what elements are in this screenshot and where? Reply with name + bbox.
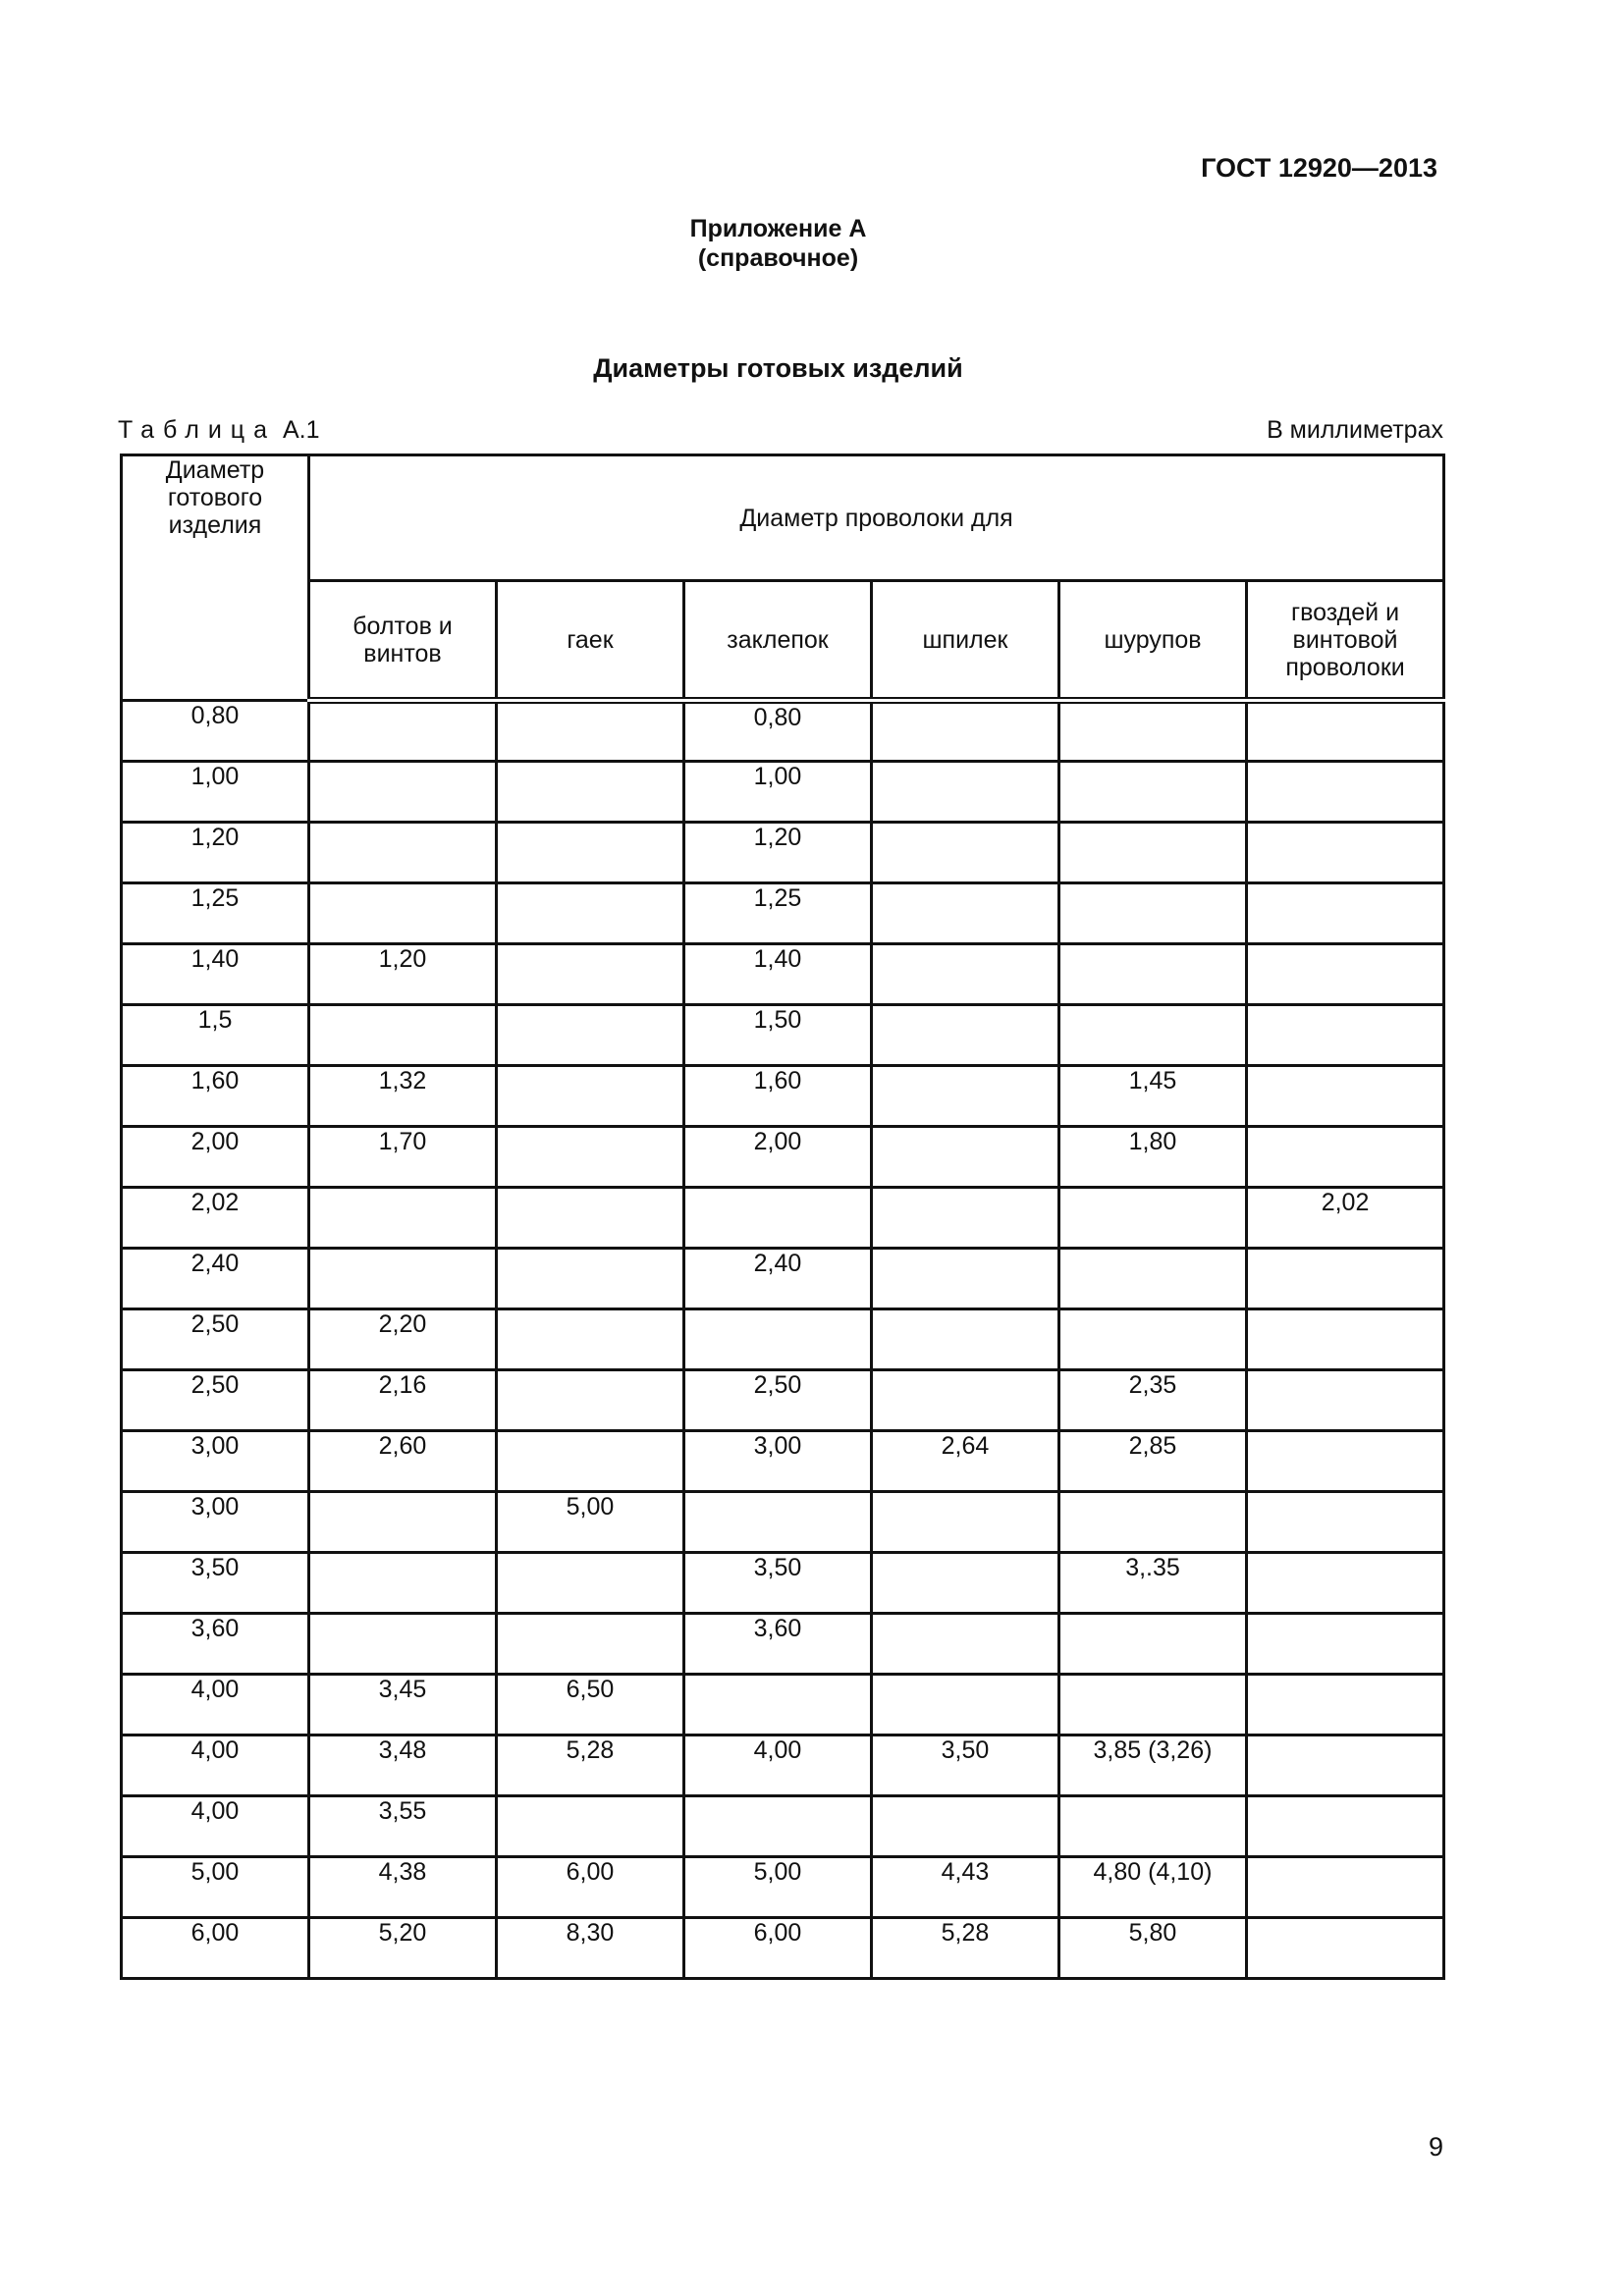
table-cell: 4,00 — [122, 1796, 309, 1857]
table-cell — [1059, 701, 1247, 762]
table-cell — [872, 1675, 1059, 1735]
annex-subtitle: (справочное) — [697, 244, 859, 272]
table-cell: 4,00 — [122, 1735, 309, 1796]
table-cell: 5,00 — [122, 1857, 309, 1918]
table-cell — [1247, 883, 1444, 944]
table-cell: 4,43 — [872, 1857, 1059, 1918]
table-cell — [872, 1188, 1059, 1249]
table-cell — [1247, 1249, 1444, 1309]
table-cell — [497, 823, 684, 883]
table-row — [122, 1492, 1444, 1553]
table-row — [122, 944, 1444, 1005]
table-cell: 6,00 — [122, 1918, 309, 1979]
table-row — [122, 1127, 1444, 1188]
table-cell — [497, 883, 684, 944]
table-cell: 2,50 — [122, 1309, 309, 1370]
subheader-col-text: заклепок — [727, 625, 829, 654]
table-cell — [1059, 1005, 1247, 1066]
table-cell — [1247, 1066, 1444, 1127]
table-cell — [1059, 1249, 1247, 1309]
table-cell — [309, 823, 497, 883]
annex-title: Приложение А — [689, 215, 867, 242]
subheader-col-4 — [872, 581, 1059, 701]
table-cell — [1247, 1309, 1444, 1370]
table-cell: 2,00 — [684, 1127, 872, 1188]
table-cell — [1247, 762, 1444, 823]
subheader-col-text: шпилек — [922, 625, 1008, 654]
table-cell — [497, 1309, 684, 1370]
table-cell — [1247, 1614, 1444, 1675]
table-cell — [872, 1553, 1059, 1614]
table-cell: 3,00 — [122, 1431, 309, 1492]
table-cell: 1,70 — [309, 1127, 497, 1188]
table-cell: 1,32 — [309, 1066, 497, 1127]
table-label-number: А.1 — [282, 416, 320, 444]
table-cell — [1247, 823, 1444, 883]
table-cell: 4,38 — [309, 1857, 497, 1918]
table-row — [122, 1918, 1444, 1979]
subheader-col-1 — [309, 581, 497, 701]
table-cell — [872, 1796, 1059, 1857]
table-cell: 5,00 — [497, 1492, 684, 1553]
table-cell: 3,60 — [122, 1614, 309, 1675]
table-cell — [309, 762, 497, 823]
table-cell — [872, 1370, 1059, 1431]
subheader-col-text: шурупов — [1104, 625, 1202, 654]
table-cell — [497, 1370, 684, 1431]
table-cell — [309, 1553, 497, 1614]
table-cell: 3,55 — [309, 1796, 497, 1857]
table-cell: 2,50 — [122, 1370, 309, 1431]
table-cell — [872, 823, 1059, 883]
table-cell — [309, 883, 497, 944]
table-cell: 5,80 — [1059, 1918, 1247, 1979]
table-row — [122, 1431, 1444, 1492]
subheader-col-3 — [684, 581, 872, 701]
table-cell — [1247, 1735, 1444, 1796]
document-code: ГОСТ 12920—2013 — [1201, 153, 1437, 183]
table-label-word: Таблица — [118, 416, 277, 444]
table-cell: 2,02 — [122, 1188, 309, 1249]
table-cell — [497, 1188, 684, 1249]
table-cell: 2,16 — [309, 1370, 497, 1431]
table-cell: 1,80 — [1059, 1127, 1247, 1188]
subheader-row — [122, 581, 1444, 701]
table-cell — [872, 1249, 1059, 1309]
table-cell — [684, 1796, 872, 1857]
table-cell — [872, 762, 1059, 823]
table-cell: 2,20 — [309, 1309, 497, 1370]
table-cell: 2,50 — [684, 1370, 872, 1431]
table-cell — [872, 1005, 1059, 1066]
section-title: Диаметры готовых изделий — [593, 353, 963, 383]
table-cell — [309, 1188, 497, 1249]
subheader-col-text: гвоздей и винтовой проволоки — [1285, 598, 1405, 681]
table-cell — [497, 1614, 684, 1675]
table-cell: 1,25 — [684, 883, 872, 944]
table-cell: 5,28 — [872, 1918, 1059, 1979]
table-cell: 1,60 — [122, 1066, 309, 1127]
table-cell: 2,35 — [1059, 1370, 1247, 1431]
table-cell: 1,00 — [122, 762, 309, 823]
table-row — [122, 1309, 1444, 1370]
table-cell: 1,5 — [122, 1005, 309, 1066]
table-cell — [1247, 1431, 1444, 1492]
table-cell: 0,80 — [684, 701, 872, 762]
table-cell — [1059, 823, 1247, 883]
table-cell: 0,80 — [122, 701, 309, 762]
table-cell — [1059, 1614, 1247, 1675]
table-cell: 1,20 — [684, 823, 872, 883]
table-cell: 1,40 — [122, 944, 309, 1005]
header-wire-diameter-group: Диаметр проволоки для — [309, 455, 1444, 581]
table-row — [122, 1066, 1444, 1127]
table-cell: 2,40 — [684, 1249, 872, 1309]
table-cell — [1247, 1796, 1444, 1857]
subheader-col-5 — [1059, 581, 1247, 701]
table-cell: 1,60 — [684, 1066, 872, 1127]
table-cell — [309, 1614, 497, 1675]
table-cell — [684, 1675, 872, 1735]
diameters-table — [120, 454, 1445, 1980]
table-cell: 3,50 — [872, 1735, 1059, 1796]
table-cell: 4,00 — [122, 1675, 309, 1735]
table-cell: 3,48 — [309, 1735, 497, 1796]
table-cell: 1,20 — [309, 944, 497, 1005]
table-cell — [872, 1309, 1059, 1370]
table-cell: 5,20 — [309, 1918, 497, 1979]
table-cell — [872, 1492, 1059, 1553]
table-cell — [872, 883, 1059, 944]
table-cell: 5,00 — [684, 1857, 872, 1918]
table-cell — [872, 1127, 1059, 1188]
table-body — [122, 701, 1444, 1979]
table-cell: 2,40 — [122, 1249, 309, 1309]
table-cell: 3,45 — [309, 1675, 497, 1735]
table-cell — [1059, 1796, 1247, 1857]
table-cell — [1247, 1857, 1444, 1918]
table-cell: 3,50 — [684, 1553, 872, 1614]
table-cell: 4,00 — [684, 1735, 872, 1796]
table-cell — [497, 1249, 684, 1309]
table-cell — [1059, 1675, 1247, 1735]
table-cell: 4,80 (4,10) — [1059, 1857, 1247, 1918]
table-cell — [1247, 1492, 1444, 1553]
table-row — [122, 823, 1444, 883]
table-cell — [1059, 944, 1247, 1005]
table-row — [122, 1675, 1444, 1735]
table-row — [122, 1188, 1444, 1249]
page-number: 9 — [1428, 2132, 1443, 2162]
table-cell: 2,02 — [1247, 1188, 1444, 1249]
annex-heading — [0, 214, 1556, 273]
table-cell: 2,85 — [1059, 1431, 1247, 1492]
table-cell — [872, 1066, 1059, 1127]
table-cell — [497, 944, 684, 1005]
subheader-col-text: болтов и винтов — [352, 612, 453, 667]
table-cell: 1,50 — [684, 1005, 872, 1066]
table-row — [122, 701, 1444, 762]
table-cell — [1247, 944, 1444, 1005]
table-cell — [497, 1005, 684, 1066]
table-cell: 3,00 — [684, 1431, 872, 1492]
table-cell: 1,40 — [684, 944, 872, 1005]
table-cell: 2,64 — [872, 1431, 1059, 1492]
table-cell — [684, 1309, 872, 1370]
table-cell — [872, 701, 1059, 762]
table-cell: 3,.35 — [1059, 1553, 1247, 1614]
table-cell — [309, 701, 497, 762]
table-cell: 1,45 — [1059, 1066, 1247, 1127]
table-label — [118, 416, 320, 445]
table-cell — [1247, 1127, 1444, 1188]
table-cell — [1059, 1188, 1247, 1249]
table-cell — [309, 1492, 497, 1553]
table-cell — [497, 762, 684, 823]
table-cell — [497, 1431, 684, 1492]
table-cell: 2,00 — [122, 1127, 309, 1188]
table-units: В миллиметрах — [1267, 416, 1443, 444]
table-row — [122, 1370, 1444, 1431]
table-cell — [1247, 1370, 1444, 1431]
table-cell: 8,30 — [497, 1918, 684, 1979]
table-row — [122, 883, 1444, 944]
subheader-col-text: гаек — [567, 625, 614, 654]
table-cell — [1247, 1675, 1444, 1735]
table-cell — [1059, 883, 1247, 944]
table-cell — [1059, 762, 1247, 823]
table-cell — [497, 1066, 684, 1127]
table-cell: 6,50 — [497, 1675, 684, 1735]
table-cell — [1059, 1492, 1247, 1553]
table-row — [122, 1857, 1444, 1918]
table-cell: 5,28 — [497, 1735, 684, 1796]
table-cell: 6,00 — [684, 1918, 872, 1979]
table-row — [122, 762, 1444, 823]
header-product-diameter — [122, 455, 309, 701]
table-cell: 2,60 — [309, 1431, 497, 1492]
table-cell: 3,85 (3,26) — [1059, 1735, 1247, 1796]
subheader-col-2 — [497, 581, 684, 701]
table-cell: 1,00 — [684, 762, 872, 823]
table-cell — [1247, 1918, 1444, 1979]
table-cell: 3,60 — [684, 1614, 872, 1675]
table-cell — [497, 1553, 684, 1614]
table-cell: 6,00 — [497, 1857, 684, 1918]
table-cell: 1,20 — [122, 823, 309, 883]
table-cell — [1247, 1553, 1444, 1614]
table-row — [122, 1553, 1444, 1614]
table-cell — [872, 1614, 1059, 1675]
table-row — [122, 1796, 1444, 1857]
table-row — [122, 1735, 1444, 1796]
header-product-diameter-text: Диаметр готового изделия — [165, 456, 265, 539]
table-cell — [1247, 1005, 1444, 1066]
table-row — [122, 1614, 1444, 1675]
table-cell — [497, 1796, 684, 1857]
table-cell — [872, 944, 1059, 1005]
table-cell: 3,00 — [122, 1492, 309, 1553]
table-row — [122, 1005, 1444, 1066]
table-cell — [309, 1249, 497, 1309]
subheader-col-6 — [1247, 581, 1444, 701]
table-cell — [1059, 1309, 1247, 1370]
table-cell — [684, 1188, 872, 1249]
table-cell: 1,25 — [122, 883, 309, 944]
table-cell — [497, 701, 684, 762]
table-cell — [309, 1005, 497, 1066]
table-cell — [1247, 701, 1444, 762]
table-cell — [684, 1492, 872, 1553]
table-cell: 3,50 — [122, 1553, 309, 1614]
table-cell — [497, 1127, 684, 1188]
table-row — [122, 1249, 1444, 1309]
